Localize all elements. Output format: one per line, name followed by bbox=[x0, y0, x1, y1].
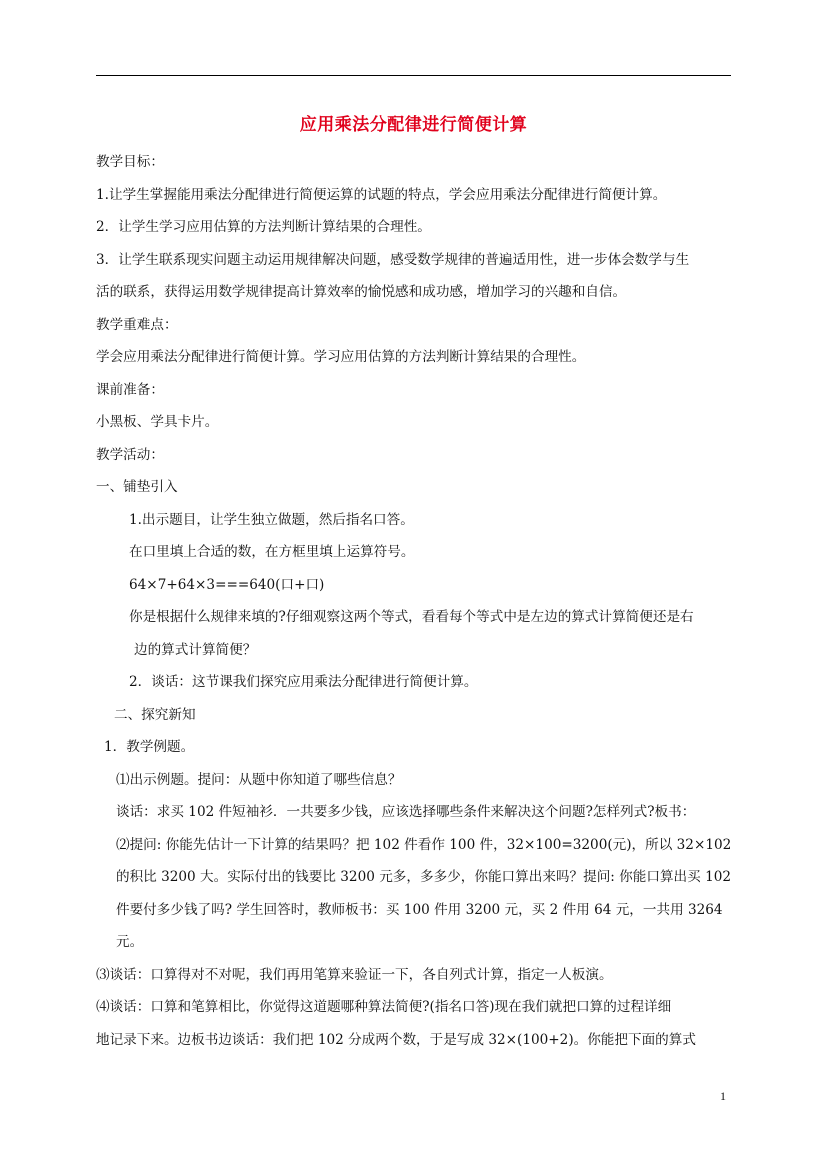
paragraph-line: 谈话：求买 102 件短袖衫．一共要多少钱，应该选择哪些条件来解决这个问题?怎样列式?板书： bbox=[116, 804, 696, 820]
document-body bbox=[96, 146, 736, 1056]
paragraph-line: ⑴出示例题。提问：从题中你知道了哪些信息？ bbox=[116, 771, 402, 788]
subsection-heading: 二、探究新知 bbox=[114, 706, 196, 723]
subsection-heading: 一、铺垫引入 bbox=[96, 479, 178, 495]
paragraph-line: ⑵提问: 你能先估计一下计算的结果吗？把 102 件看作 100 件，32×100=3200(元)，所以 32×102 bbox=[116, 836, 732, 853]
paragraph-line: 的积比 3200 大。实际付出的钱要比 3200 元多，多多少，你能口算出来吗？提问: 你能口算出买 102 bbox=[116, 869, 732, 885]
section-heading-key-points: 教学重难点： bbox=[96, 316, 178, 333]
page-number: 1 bbox=[720, 1089, 726, 1103]
paragraph-line: ⑷谈话：口算和笔算相比，你觉得这道题哪种算法简便?(指名口答)现在我们就把口算的过程详细 bbox=[96, 999, 672, 1015]
paragraph-line: 你是根据什么规律来填的?仔细观察这两个等式，看看每个等式中是左边的算式计算简便还是右 bbox=[129, 609, 694, 625]
paragraph-line: 边的算式计算简便？ bbox=[134, 641, 257, 658]
document-title: 应用乘法分配律进行简便计算 bbox=[299, 115, 528, 135]
section-heading-objectives: 教学目标： bbox=[96, 154, 164, 170]
section-heading-preparation: 课前准备： bbox=[96, 381, 164, 398]
equation-line: 64×7+64×3===640(口+口) bbox=[129, 576, 325, 593]
paragraph-line: ⑶谈话：口算得对不对呢，我们再用笔算来验证一下，各自列式计算，指定一人板演。 bbox=[96, 966, 613, 983]
paragraph-line: 2．让学生学习应用估算的方法判断计算结果的合理性。 bbox=[96, 219, 431, 235]
paragraph-line: 地记录下来。边板书边谈话：我们把 102 分成两个数，于是写成 32×(100+2)。你能把下面的算式 bbox=[96, 1031, 696, 1048]
paragraph-line: 学会应用乘法分配律进行简便计算。学习应用估算的方法判断计算结果的合理性。 bbox=[96, 349, 586, 365]
paragraph-line: 件要付多少钱了吗? 学生回答时，教师板书：买 100 件用 3200 元，买 2 件用 64 元，一共用 3264 bbox=[116, 901, 723, 918]
paragraph-line: 3．让学生联系现实问题主动运用规律解决问题，感受数学规律的普遍适用性，进一步体会数学与生 bbox=[96, 251, 690, 268]
paragraph-line: 1.出示题目，让学生独立做题，然后指名口答。 bbox=[129, 511, 414, 528]
paragraph-line: 元。 bbox=[116, 934, 144, 950]
paragraph-line: 1.让学生掌握能用乘法分配律进行简便运算的试题的特点，学会应用乘法分配律进行简便计算。 bbox=[96, 186, 667, 203]
paragraph-line: 小黑板、学具卡片。 bbox=[96, 414, 219, 430]
section-heading-activities: 教学活动： bbox=[96, 446, 164, 463]
header-rule bbox=[96, 75, 731, 76]
paragraph-line: 在口里填上合适的数，在方框里填上运算符号。 bbox=[129, 544, 415, 560]
paragraph-line: 2．谈话：这节课我们探究应用乘法分配律进行简便计算。 bbox=[129, 674, 478, 690]
paragraph-line: 活的联系，获得运用数学规律提高计算效率的愉悦感和成功感，增加学习的兴趣和自信。 bbox=[96, 284, 627, 300]
paragraph-line: 1．教学例题。 bbox=[104, 739, 195, 755]
